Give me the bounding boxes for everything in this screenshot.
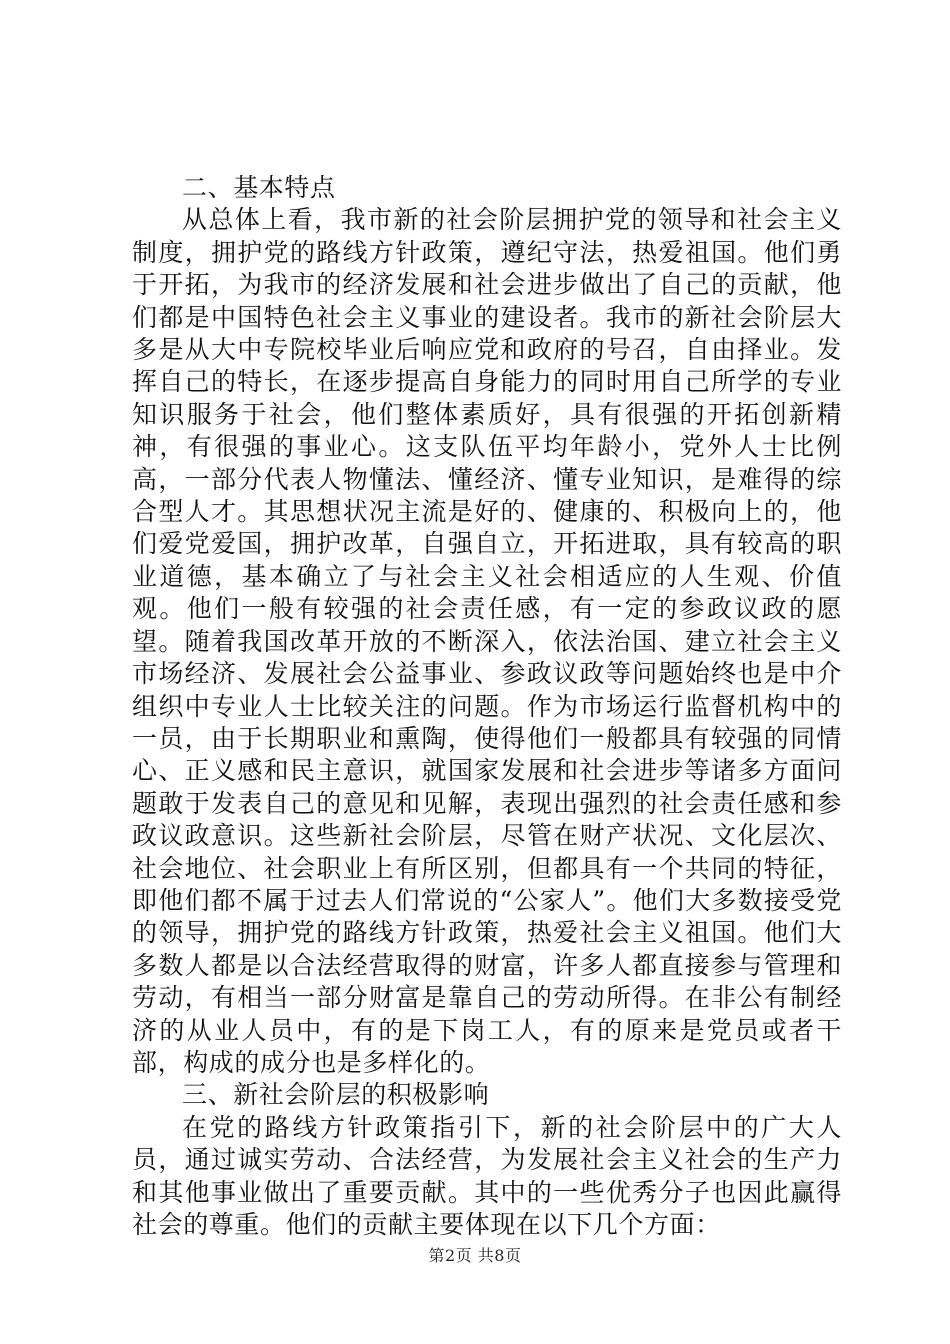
section-heading-positive-impact: 三、新社会阶层的积极影响 bbox=[182, 1080, 490, 1110]
section-heading-basic-features: 二、基本特点 bbox=[182, 173, 336, 202]
paragraph-basic-features: 从总体上看，我市新的社会阶层拥护党的领导和社会主义制度，拥护党的路线方针政策，遵纪守法，热爱祖国。他们勇于开拓，为我市的经济发展和社会进步做出了自己的贡献，他们都是中国特色社会主义事业的建设者。我市的新社会阶层大多是从大中专院校毕业后响应党和政府的号召，自由择业。发挥自己的特长，在逐步提高自身能力的同时用自己所学的专业知识服务于社会，他们整体素质好，具有很强的开拓创新精神，有很强的事业心。这支队伍平均年龄小，党外人士比例高，一部分代表人物懂法、懂经济、懂专业知识，是难得的综合型人才。其思想状况主流是好的、健康的、积极向上的，他们爱党爱国，拥护改革，自强自立，开拓进取，具有较高的职业道德，基本确立了与社会主义社会相适应的人生观、价值观。他们一般有较强的社会责任感，有一定的参政议政的愿望。随着我国改革开放的不断深入，依法治国、建立社会主义市场经济、发展社会公益事业、参政议政等问题始终也是中介组织中专业人士比较关注的问题。作为市场运行监督机构中的一员，由于长期职业和熏陶，使得他们一般都具有较强的同情心、正义感和民主意识，就国家发展和社会进步等诸多方面问题敢于发表自己的意见和见解，表现出强烈的社会责任感和参政议政意识。这些新社会阶层，尽管在财产状况、文化层次、社会地位、社会职业上有所区别，但都具有一个共同的特征，即他们都不属于过去人们常说的“公家人”。他们大多数接受党的领导，拥护党的路线方针政策，热爱社会主义祖国。他们大多数人都是以合法经营取得的财富，许多人都直接参与管理和劳动，有相当一部分财富是靠自己的劳动所得。在非公有制经济的从业人员中，有的是下岗工人，有的原来是党员或者干部，构成的成分也是多样化的。 bbox=[132, 205, 842, 1077]
page-number-footer: 第2页 共8页 bbox=[428, 1246, 522, 1265]
document-body bbox=[132, 172, 842, 1241]
paragraph-positive-impact: 在党的路线方针政策指引下，新的社会阶层中的广大人员，通过诚实劳动、合法经营，为发展社会主义社会的生产力和其他事业做出了重要贡献。其中的一些优秀分子也因此赢得社会的尊重。他们的贡献主要体现在以下几个方面： bbox=[132, 1112, 842, 1239]
